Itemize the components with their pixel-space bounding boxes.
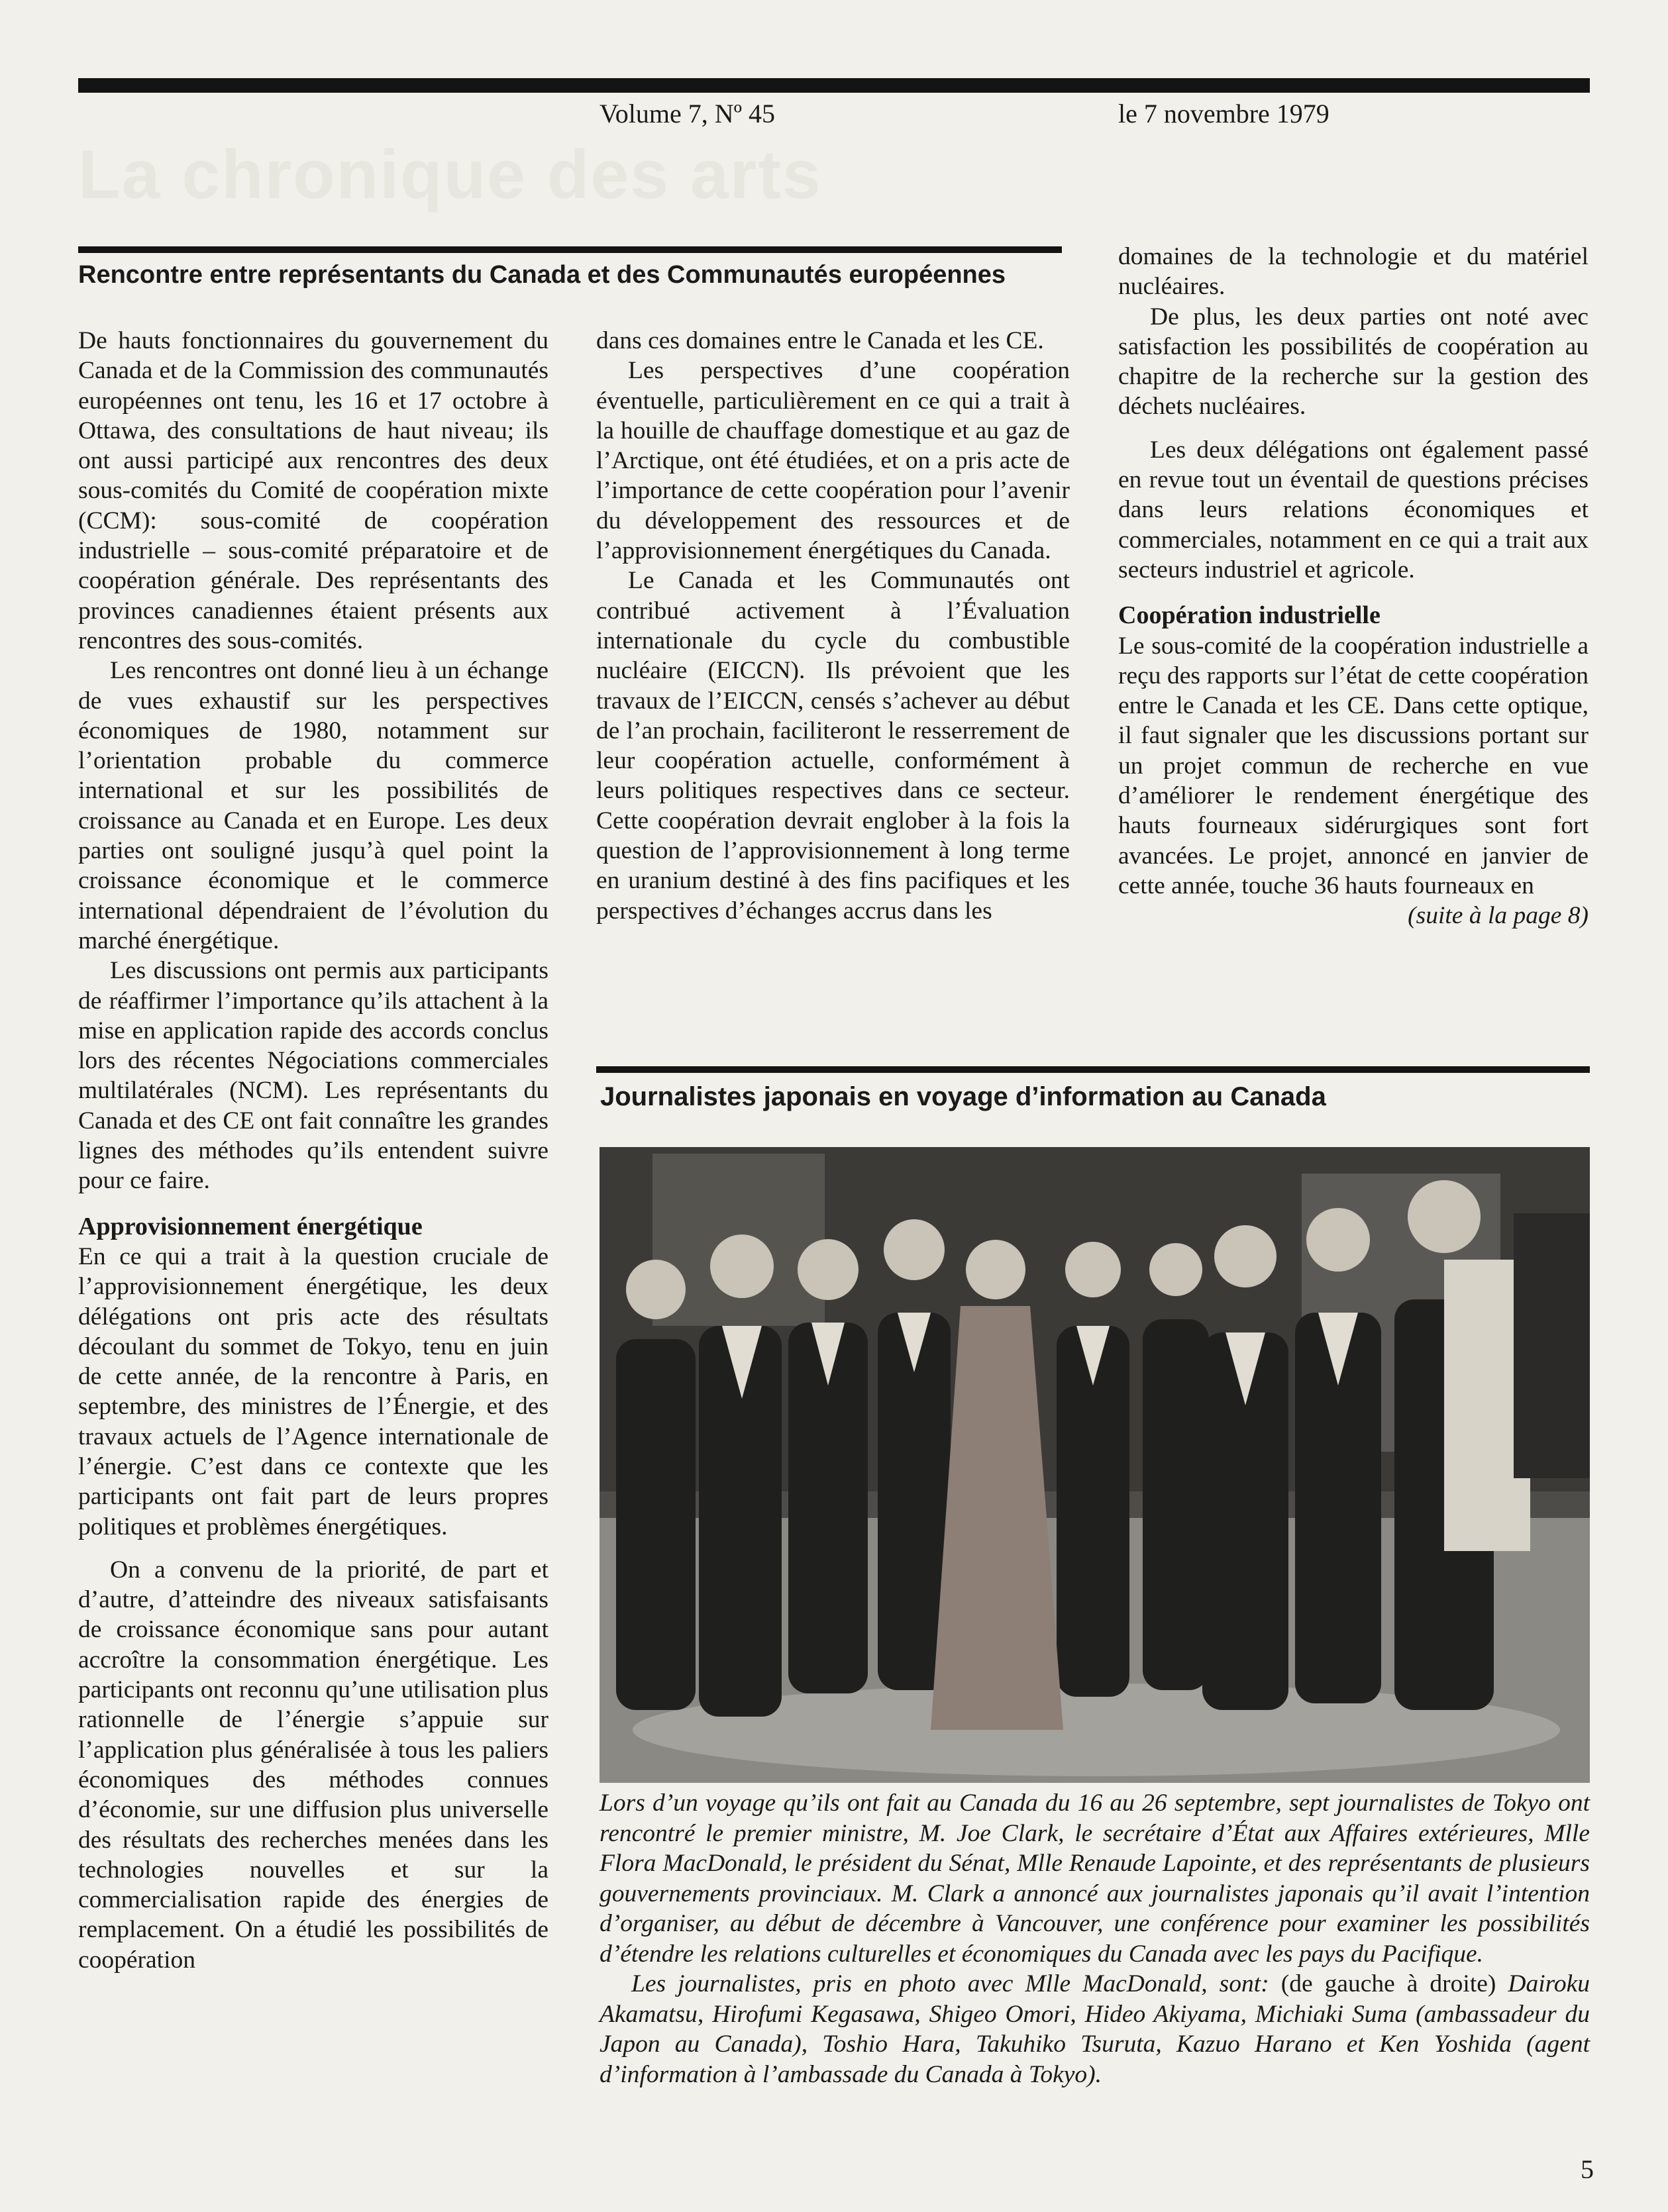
paragraph: De plus, les deux parties ont noté avec satisfaction les possibilités de coopération au chapitre de la recherche sur la gestion des déchets nucléaires. (1118, 303, 1589, 421)
paragraph: Les deux délégations ont également passé en revue tout un éventail de questions précises dans leurs relations économiques et commerciales, notamment en ce qui a trait aux secteurs industriel et agricole. (1118, 436, 1589, 583)
caption-paragraph (599, 1969, 1590, 2089)
paragraph: Les perspectives d’une coopération éventuelle, particulièrement en ce qui a trait à la houille de chauffage domestique et au gaz de l’Arctique, ont été étudiées, et on a pris acte de l’importance de cette coopération pour l’avenir du développement des ressources et de l’approvisionnement énergétiques du Canada. (596, 357, 1070, 565)
caption-paragraph: Lors d’un voyage qu’ils ont fait au Canada du 16 au 26 septembre, sept journalistes de Tokyo ont rencontré le premier ministre, M. Joe Clark, le secrétaire d’État aux Affaires extérieures, Mlle Flora MacDonald, le président du Sénat, Mlle Renaude Lapointe, et des représentants de plusieurs gouvernements provinciaux. M. Clark a annoncé aux journalistes japonais qu’il avait l’intention d’organiser, au début de décembre à Vancouver, une conférence pour examiner les possibilités d’étendre les relations culturelles et économiques du Canada avec les pays du Pacifique. (599, 1789, 1590, 1968)
paragraph: Le sous-comité de la coopération industrielle a reçu des rapports sur l’état de cette coopération entre le Canada et les CE. Dans cette optique, il faut signaler que les discussions portant sur un projet commun de recherche en vue d’améliorer le rendement énergétique des hauts fourneaux sidérurgiques sont fort avancées. Le projet, annoncé en janvier de cette année, touche 36 hauts fourneaux en (1118, 632, 1589, 899)
paragraph: Les rencontres ont donné lieu à un échange de vues exhaustif sur les perspectives économiques de 1980, notamment sur l’orientation probable du commerce international et sur les possibilités de croissance au Canada et en Europe. Les deux parties ont souligné jusqu’à quel point la croissance économique et le commerce international dépendraient de l’évolution du marché énergétique. (78, 657, 548, 954)
group-photo-illustration (599, 1147, 1590, 1783)
article1-title: Rencontre entre représentants du Canada et des Communautés européennes (78, 261, 1006, 289)
paragraph: En ce qui a trait à la question cruciale de l’approvisionnement énergétique, les deux délégations ont pris acte des résultats découlant du sommet de Tokyo, tenu en juin de cette année, de la rencontre à Paris, en septembre, des ministres de l’Énergie, et des travaux actuels de l’Agence internationale de l’énergie. C’est dans ce contexte que les participants ont fait part de leurs propres politiques et problèmes énergétiques. (78, 1242, 548, 1540)
article1-column-3 (1118, 242, 1589, 931)
caption-names: Dairoku Akamatsu, Hirofumi Kegasawa, Shigeo Omori, Hideo Akiyama, Michiaki Suma (ambassadeur du Japon au Canada), Toshio Hara, Takuhiko Tsuruta, Kazuo Harano et Ken Yoshida (agent d’information à l’ambassade du Canada à Tokyo). (599, 1970, 1590, 2088)
subheading: Approvisionnement énergétique (78, 1212, 423, 1240)
page-number: 5 (1581, 2154, 1594, 2184)
article1-column-2 (596, 326, 1070, 926)
article1-rule (78, 246, 1062, 253)
issue-date: le 7 novembre 1979 (1118, 99, 1329, 128)
paragraph: domaines de la technologie et du matériel nucléaires. (1118, 243, 1589, 301)
article2-rule (596, 1066, 1590, 1073)
caption-intro: Les journalistes, pris en photo avec Mlle MacDonald, sont: (631, 1970, 1269, 1997)
continued-note: (suite à la page 8) (1408, 902, 1589, 930)
paragraph: On a convenu de la priorité, de part et d’autre, d’atteindre des niveaux satisfaisants de croissance économique sans pour autant accroître la consommation énergétique. Les participants ont reconnu qu’une utilisation plus rationnelle de l’énergie s’appuie sur l’application plus généralisée à tous les paliers économiques des méthodes connues d’économie, sur une diffusion plus universelle des résultats des recherches menées dans les technologies nouvelles et sur la commercialisation rapide des énergies de remplacement. On a étudié les possibilités de coopération (78, 1556, 548, 1974)
article1-column-1 (78, 326, 548, 1975)
article2-title: Journalistes japonais en voyage d’information au Canada (600, 1082, 1326, 1111)
photo-caption (599, 1788, 1590, 2089)
paragraph: De hauts fonctionnaires du gouvernement du Canada et de la Commission des communautés européennes ont tenu, les 16 et 17 octobre à Ottawa, des consultations de haut niveau; ils ont aussi participé aux rencontres des deux sous-comités du Comité de coopération mixte (CCM): sous-comité de coopération industrielle – sous-comité préparatoire et de coopération générale. Des représentants des provinces canadiennes étaient présents aux rencontres des sous-comités. (78, 327, 548, 654)
show-through-title: La chronique des arts (78, 136, 822, 213)
caption-direction: (de gauche à droite) (1280, 1970, 1496, 1997)
group-photo (599, 1147, 1590, 1783)
paragraph: dans ces domaines entre le Canada et les CE. (596, 327, 1044, 354)
subheading: Coopération industrielle (1118, 601, 1381, 630)
issue-volume: Volume 7, Nº 45 (599, 99, 775, 128)
top-rule (78, 78, 1590, 93)
paragraph: Le Canada et les Communautés ont contribué activement à l’Évaluation internationale du cycle du combustible nucléaire (EICCN). Ils prévoient que les travaux de l’EICCN, censés s’achever au début de l’an prochain, faciliteront le resserrement de leur coopération actuelle, conformément à leurs politiques respectives dans ce secteur. Cette coopération devrait englober à la fois la question de l’approvisionnement à long terme en uranium destiné à des fins pacifiques et les perspectives d’échanges accrus dans les (596, 567, 1070, 925)
paragraph: Les discussions ont permis aux participants de réaffirmer l’importance qu’ils attachent à la mise en application rapide des accords conclus lors des récentes Négociations commerciales multilatérales (NCM). Les représentants du Canada et des CE ont fait connaître les grandes lignes des méthodes qu’ils entendent suivre pour ce faire. (78, 957, 548, 1195)
